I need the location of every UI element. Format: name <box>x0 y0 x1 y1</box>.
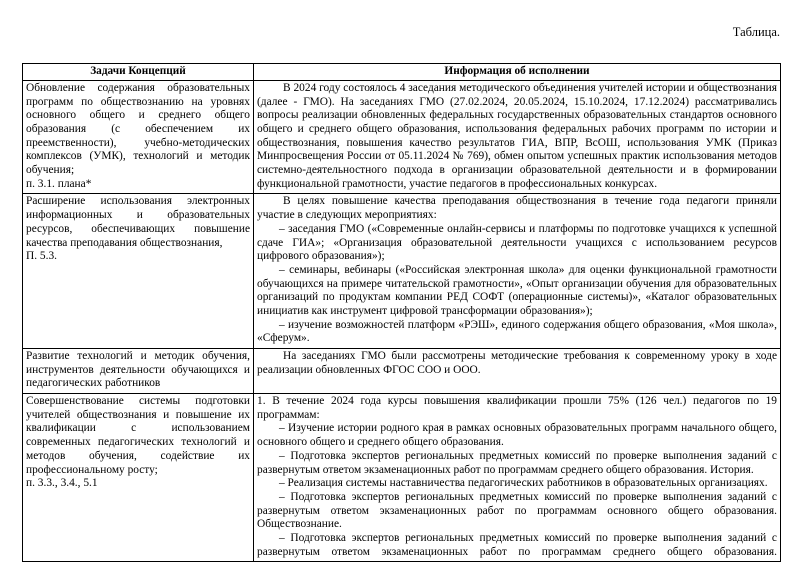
table-header <box>23 64 781 81</box>
info-list-item: – Подготовка экспертов региональных предметных комиссий по проверке выполнения заданий с развернутым ответом экзаменационных работ по программам среднего общего образования. <box>257 531 777 558</box>
info-paragraph: На заседаниях ГМО были рассмотрены методические требования к современному уроку в ходе реализации обновленных ФГОС СОО и ООО. <box>257 350 777 376</box>
task-paragraph: Совершенствование системы подготовки учителей обществознания и повышение их квалификации с использованием современных педагогических технологий и методов обучения, содействие их профессиональному росту; <box>26 395 250 476</box>
info-list-item: – Подготовка экспертов региональных предметных комиссий по проверке выполнения заданий с развернутым ответом экзаменационных работ по программам основного общего образования. Обществознание. <box>257 490 777 531</box>
info-paragraph: В 2024 году состоялось 4 заседания методического объединения учителей истории и обществознания (далее - ГМО). На заседаниях ГМО (27.02.2024, 20.05.2024, 15.10.2024, 17.12.2024) рассматривались вопросы реализации обновленных федеральных государственных образовательных стандартов основного общего и среднего общего образования, использования федеральных рабочих программ по истории и обществознания, повышения качество результатов ГИА, ВПР, ВсОШ, использования УМК (Приказ Минпросвещения России от 05.11.2024 № 769), обмен опытом успешных практик использования методов системно-деятельностного подхода в организации образовательной деятельности и в формировании функциональной грамотности, участие педагогов в профессиональных конкурсах. <box>257 81 777 190</box>
task-cell <box>23 80 254 194</box>
info-list-item: – Изучение истории родного края в рамках основных образовательных программ начального общего, основного общего и среднего общего образования. <box>257 422 777 449</box>
table-row <box>23 194 781 349</box>
table-caption: Таблица. <box>732 25 780 39</box>
info-paragraph: 1. В течение 2024 года курсы повышения квалификации прошли 75% (126 чел.) педагогов по 19 программам: <box>257 395 777 421</box>
task-plan-reference: п. 3.3., 3.4., 5.1 <box>26 477 98 490</box>
task-cell <box>23 394 254 562</box>
table-body <box>23 80 781 561</box>
table-row <box>23 349 781 394</box>
column-header-tasks: Задачи Концепций <box>23 64 254 81</box>
task-paragraph: Расширение использования электронных информационных и образовательных ресурсов, обеспечивающих повышение качества преподавания обществознания, <box>26 195 250 249</box>
info-cell <box>254 80 781 194</box>
task-paragraph: Обновление содержания образовательных программ по обществознанию на уровнях основного общего и среднего общего образования (с обеспечением их преемственности), учебно-методических комплексов (УМК), технологий и методик обучения; <box>26 81 250 177</box>
table-row <box>23 394 781 562</box>
info-list-item: – Подготовка экспертов региональных предметных комиссий по проверке выполнения заданий с развернутым ответом экзаменационных работ по программам среднего общего образования. История. <box>257 449 777 476</box>
table-row <box>23 80 781 194</box>
column-header-info: Информация об исполнении <box>254 64 781 81</box>
concept-implementation-table <box>22 63 781 562</box>
info-list-item: – изучение возможностей платформ «РЭШ», единого содержания общего образования, «Моя школа», «Сферум». <box>257 318 777 345</box>
table-header-row <box>23 64 781 81</box>
info-paragraph: В целях повышение качества преподавания обществознания в течение года педагоги приняли участие в следующих мероприятиях: <box>257 195 777 222</box>
info-cell <box>254 194 781 349</box>
task-plan-reference: п. 3.1. плана* <box>26 177 92 190</box>
task-plan-reference: П. 5.3. <box>26 250 58 263</box>
info-list-item: – семинары, вебинары («Российская электронная школа» для оценки функциональной грамотности обучающихся на примере читательской грамотности», «Опыт организации обучения для образовательных организаций по продуктам компании РЕД СОФТ (операционные системы)», «Каталог образовательных инициатив как инструмент цифровой трансформации образования»); <box>257 263 777 317</box>
info-cell <box>254 349 781 394</box>
task-cell <box>23 194 254 349</box>
info-list-item: – Реализация системы наставничества педагогических работников в образовательных организациях. <box>279 477 768 490</box>
info-list-item: – заседания ГМО («Современные онлайн-сервисы и платформы по подготовке учащихся к успешной сдаче ГИА»; «Организация образовательной деятельности учащихся с использованием ресурсов цифрового образования»); <box>257 222 777 263</box>
info-cell <box>254 394 781 562</box>
task-cell <box>23 349 254 394</box>
task-paragraph: Развитие технологий и методик обучения, инструментов деятельности обучающихся и педагогических работников <box>26 350 250 390</box>
